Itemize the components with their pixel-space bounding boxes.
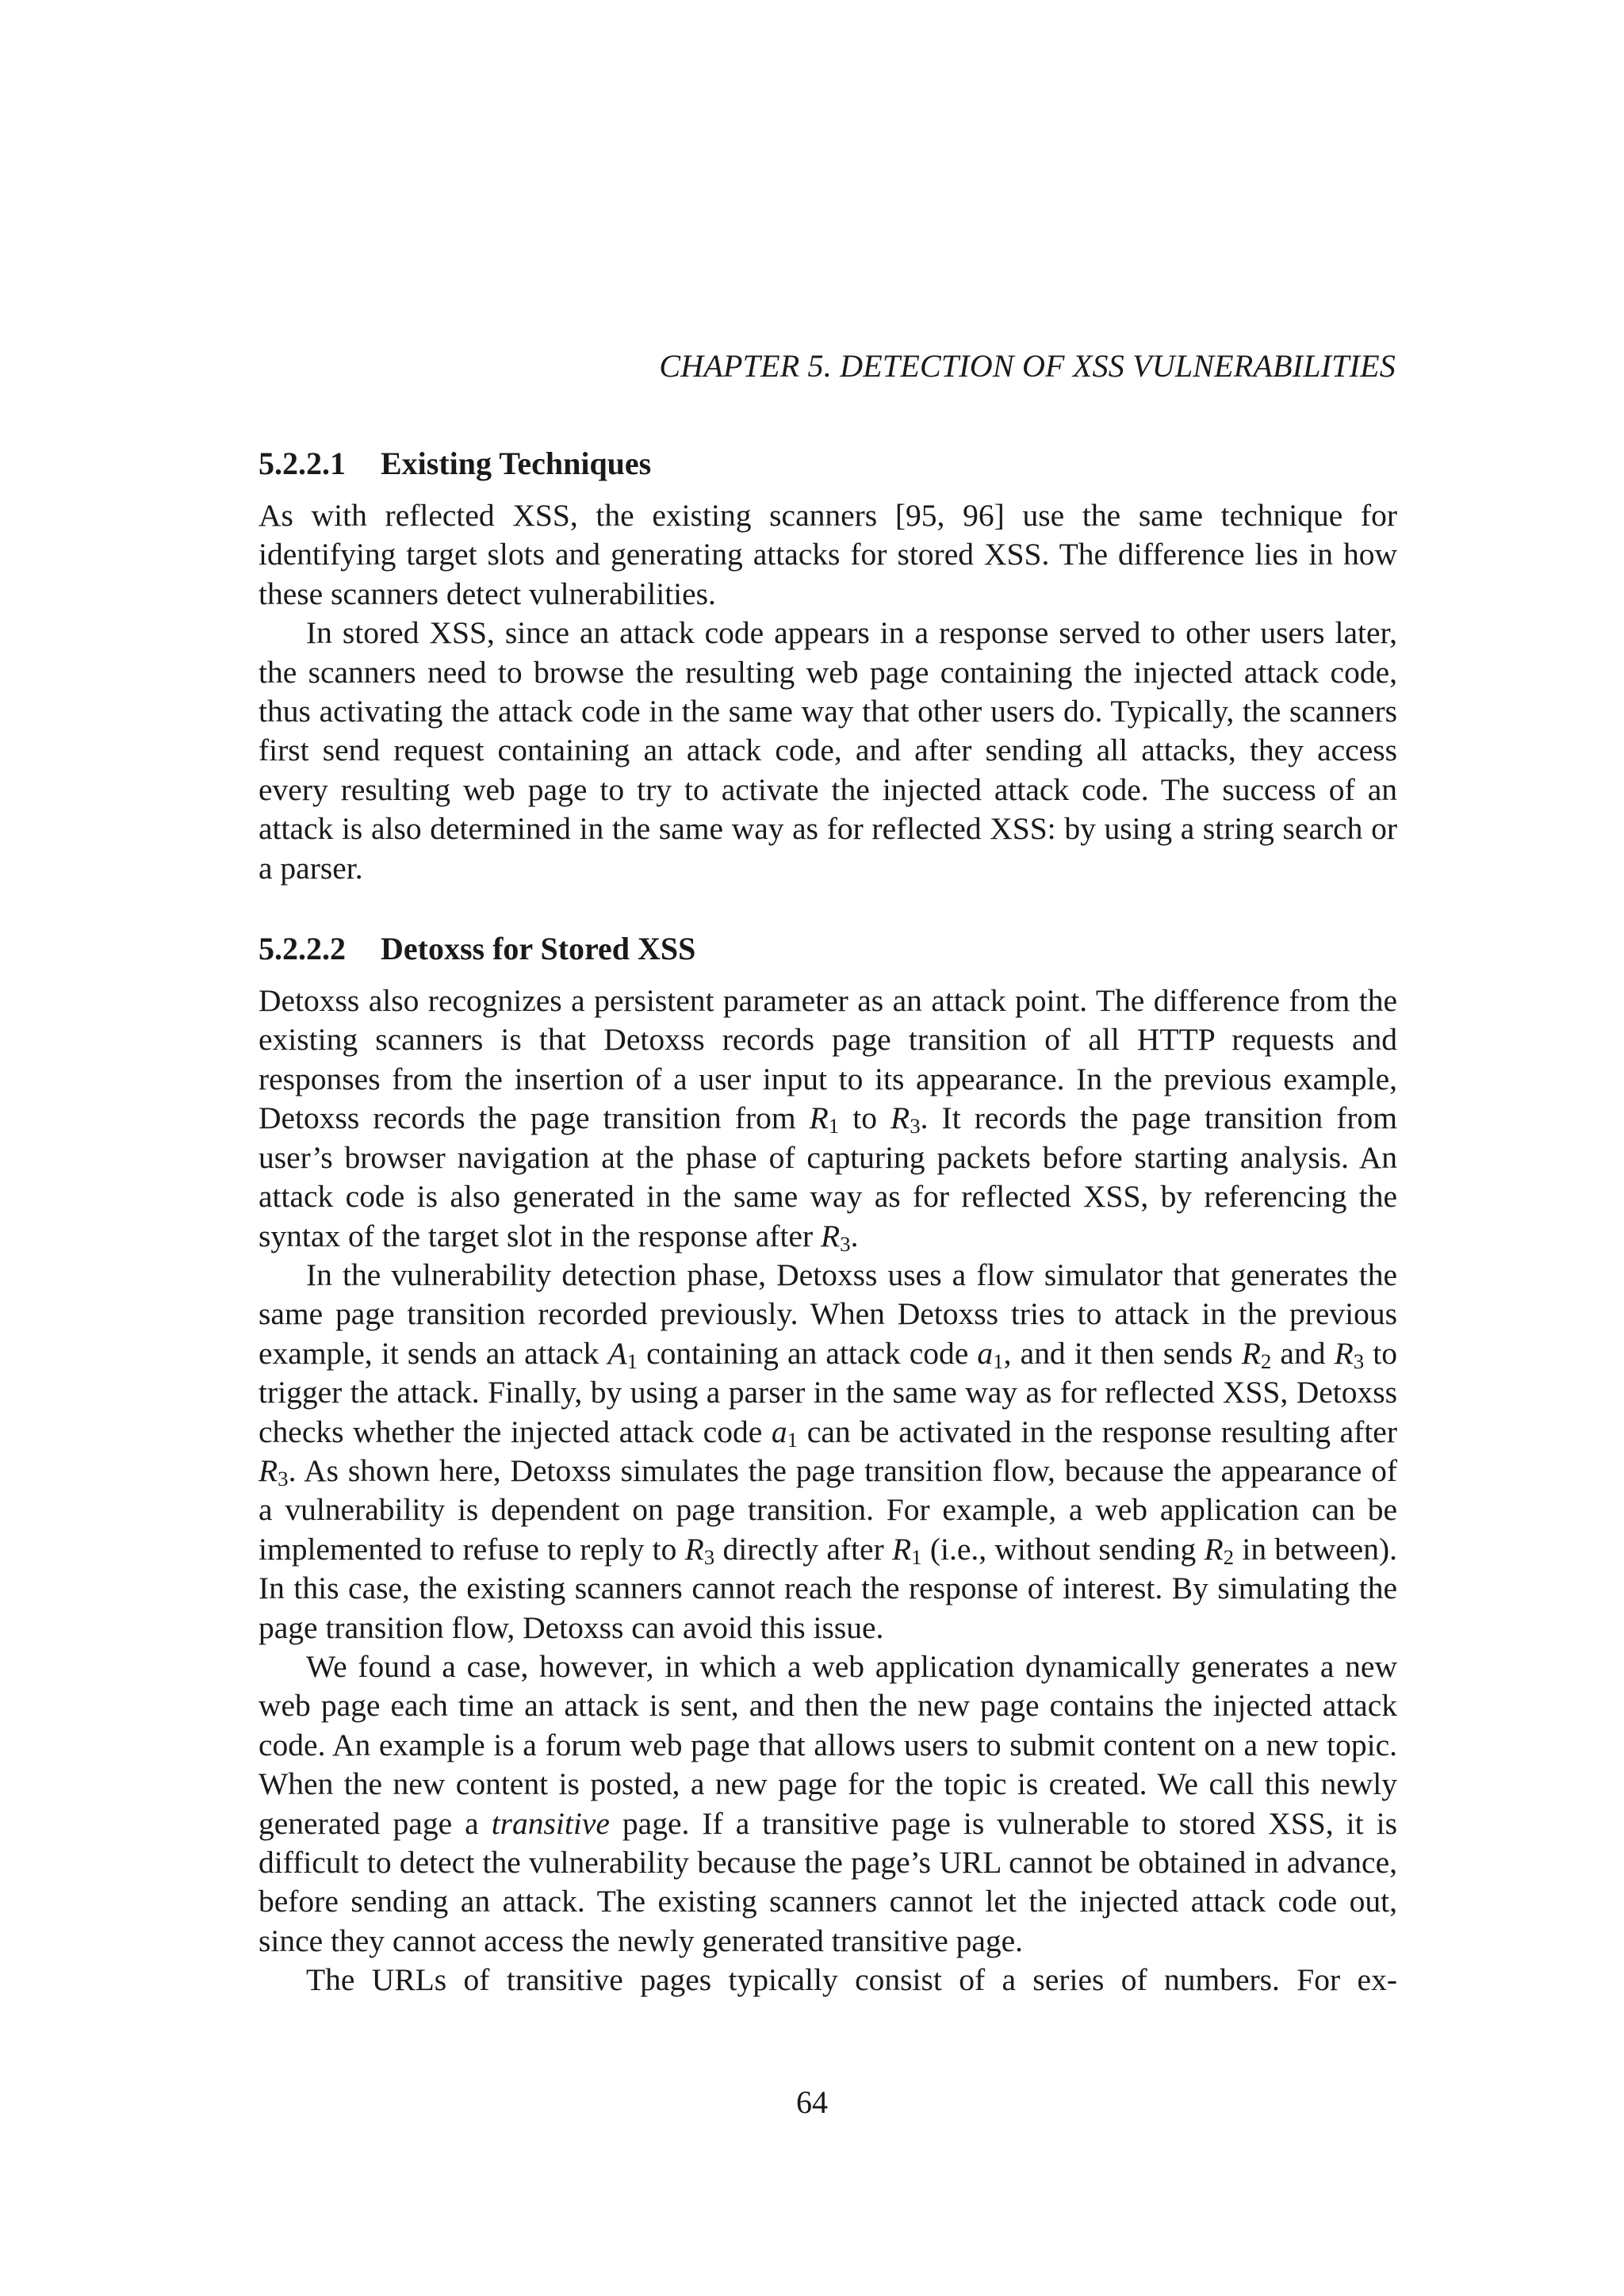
- text-run: In the vulnerability detection phase, Detoxss uses a flow simulator that generates the same page transition recorded previously. When Detoxss tries to attack in the previous example, it sends an attack: [259, 1257, 1397, 1371]
- section-title: Existing Techniques: [381, 446, 652, 481]
- section-number: 5.2.2.1: [259, 446, 346, 481]
- paragraph: The URLs of transitive pages typically consist of a series of numbers. For ex-: [306, 1962, 1397, 1998]
- paragraph: [259, 1256, 1397, 1647]
- section-heading-existing-techniques: [259, 444, 1397, 484]
- page-body: [259, 444, 1397, 2000]
- math-subscript: 2: [1223, 1544, 1235, 1569]
- running-head: CHAPTER 5. DETECTION OF XSS VULNERABILITIES: [659, 348, 1396, 384]
- math-subscript: 1: [626, 1349, 638, 1373]
- math-subscript: 3: [703, 1544, 715, 1569]
- text-run: in between). In this case, the existing scanners cannot reach the response of interest. By simulating the page transition flow, Detoxss can avoid this issue.: [259, 1531, 1397, 1645]
- math-symbol: R: [1241, 1335, 1261, 1371]
- math-subscript: 1: [828, 1114, 840, 1138]
- math-symbol: R: [892, 1531, 912, 1567]
- text-run: . As shown here, Detoxss simulates the page transition flow, because the appearance of a vulnerability is dependent on page transition. For example, a web application can be implemented to refuse to reply to: [259, 1452, 1397, 1567]
- emphasis: transitive: [491, 1805, 610, 1841]
- paragraph: In stored XSS, since an attack code appears in a response served to other users later, the scanners need to browse the resulting web page containing the injected attack code, thus activating the attack code in the same way that other users do. Typically, the scanners first send request containing an attack code, and after sending all attacks, they access every resulting web page to try to activate the injected attack code. The success of an attack is also determined in the same way as for reflected XSS: by using a string search or a parser.: [259, 615, 1397, 886]
- math-subscript: 1: [787, 1427, 799, 1452]
- text-run: .: [850, 1218, 859, 1253]
- math-symbol: R: [1204, 1531, 1224, 1567]
- math-symbol: A: [607, 1335, 627, 1371]
- paragraph: [259, 1647, 1397, 1961]
- math-subscript: 1: [993, 1349, 1004, 1373]
- text-run: to: [839, 1100, 891, 1136]
- text-run: and: [1271, 1335, 1335, 1371]
- text-run: directly after: [714, 1531, 893, 1567]
- math-symbol: R: [684, 1531, 704, 1567]
- text-run: We found a case, however, in which a web application dynamically generates a new web page each time an attack is sent, and then the new page contains the injected attack code. An example is a forum web page that allows users to submit content on a new topic. When the new content is posted, a new page for the topic is created. We call this newly generated page a: [259, 1648, 1397, 1841]
- math-subscript: 3: [840, 1231, 851, 1256]
- section-title: Detoxss for Stored XSS: [381, 931, 696, 967]
- paragraph: [259, 982, 1397, 1256]
- text-run: , and it then sends: [1003, 1335, 1242, 1371]
- text-run: to trigger the attack. Finally, by using a parser in the same way as for reflected XSS, Detoxss checks whether the injected attack code: [259, 1335, 1397, 1449]
- text-run: Detoxss also recognizes a persistent parameter as an attack point. The difference from the existing scanners is that Detoxss records page transition of all HTTP requests and responses from the insertion of a user input to its appearance. In the previous example, Detoxss records the page transition from: [259, 983, 1397, 1136]
- math-symbol: R: [259, 1452, 278, 1488]
- math-symbol: R: [891, 1100, 910, 1136]
- paragraph: As with reflected XSS, the existing scanners [95, 96] use the same technique for identifying target slots and generating attacks for stored XSS. The difference lies in how these scanners detect vulnerabilities.: [259, 498, 1397, 611]
- math-subscript: 2: [1260, 1349, 1272, 1373]
- text-run: containing an attack code: [638, 1335, 978, 1371]
- math-subscript: 3: [910, 1114, 921, 1138]
- math-symbol: R: [809, 1100, 829, 1136]
- math-subscript: 3: [278, 1466, 289, 1490]
- section-heading-detoxss-stored-xss: [259, 929, 1397, 969]
- math-subscript: 1: [911, 1544, 922, 1569]
- math-symbol: R: [820, 1218, 841, 1253]
- math-symbol: a: [977, 1335, 994, 1371]
- math-symbol: R: [1334, 1335, 1354, 1371]
- section-number: 5.2.2.2: [259, 931, 346, 967]
- page-number: 64: [796, 2084, 828, 2120]
- text-run: (i.e., without sending: [921, 1531, 1205, 1567]
- text-run: can be activated in the response resulting after: [798, 1414, 1397, 1449]
- text-run: page. If a transitive page is vulnerable to stored XSS, it is difficult to detect the vulnerability because the page’s URL cannot be obtained in advance, before sending an attack. The existing scanners cannot let the injected attack code out, since they cannot access the newly generated transitive page.: [259, 1805, 1397, 1958]
- math-subscript: 3: [1353, 1349, 1365, 1373]
- math-symbol: a: [771, 1414, 787, 1449]
- text-run: . It records the page transition from user’s browser navigation at the phase of capturing packets before starting analysis. An attack code is also generated in the same way as for reflected XSS, by referencing the syntax of the target slot in the response after: [259, 1100, 1397, 1253]
